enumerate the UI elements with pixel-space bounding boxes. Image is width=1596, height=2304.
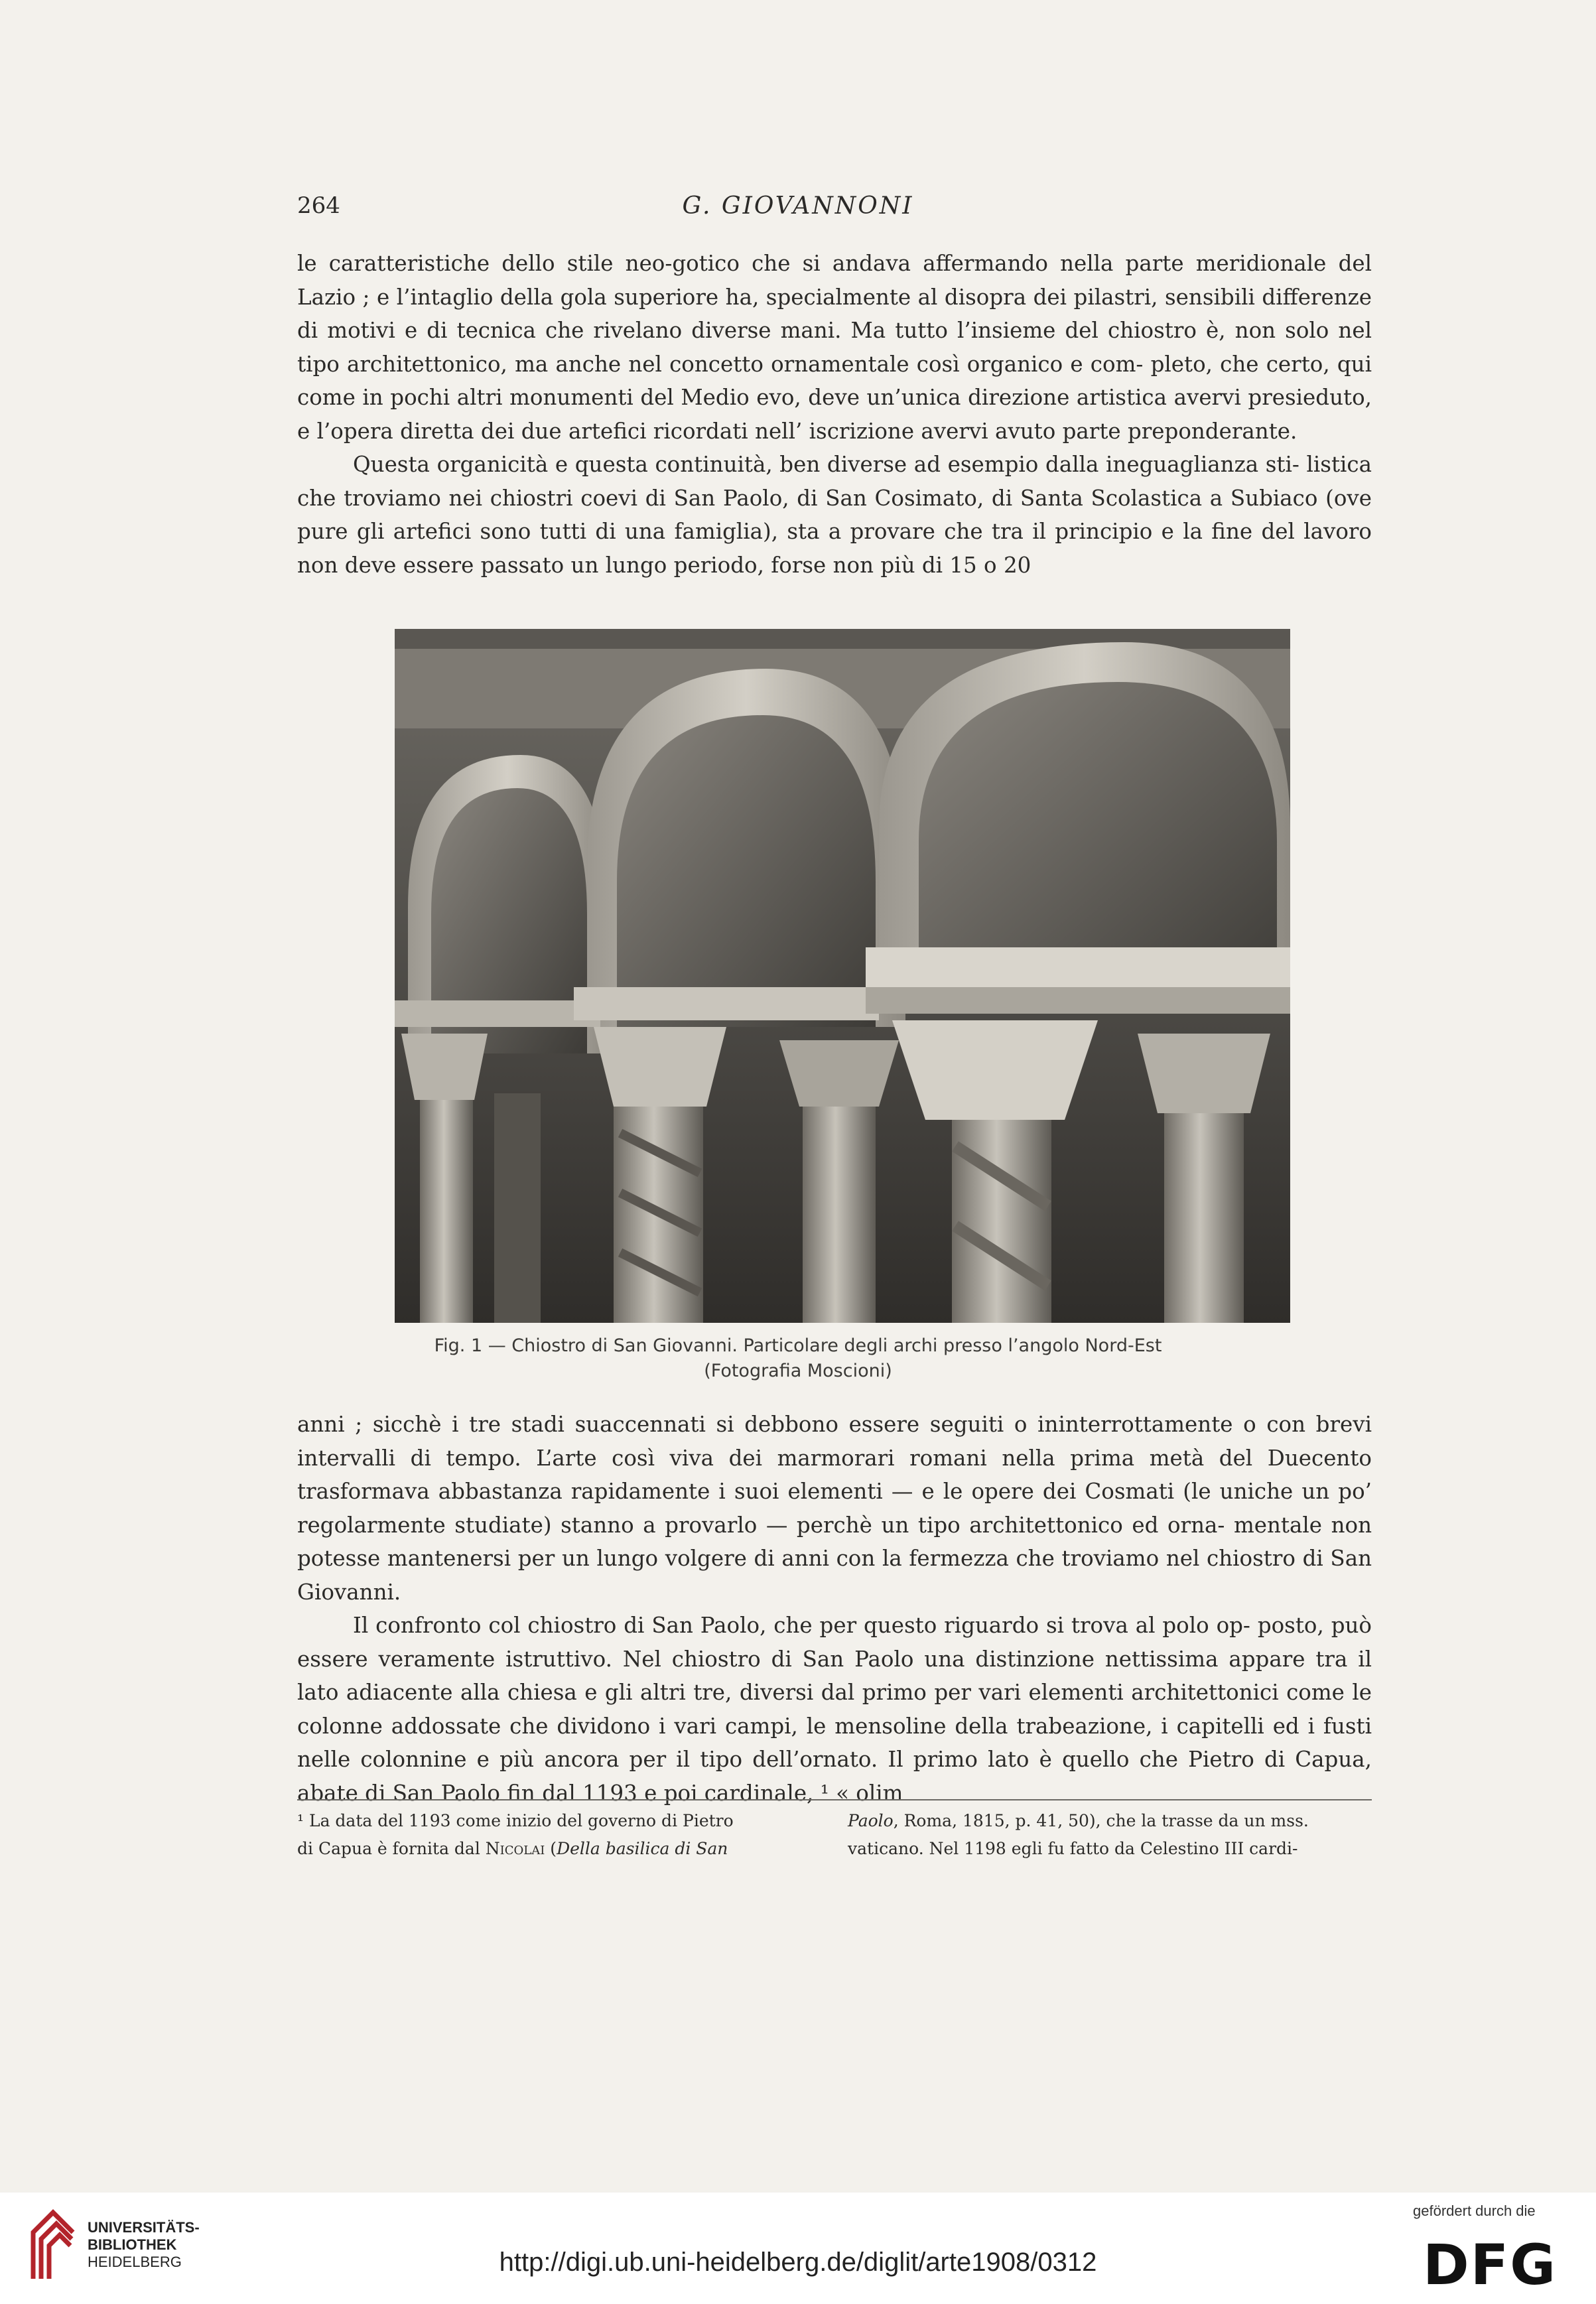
text-line: è, non solo nel tipo architettonico, ma anche nel concetto ornamentale così organico e com- [297, 318, 1372, 377]
text-line: differenze di motivi e di tecnica che rivelano diverse mani. Ma tutto l’insieme del chiostro [297, 284, 1372, 343]
footnote-line [848, 1807, 1372, 1835]
paragraph [297, 247, 1372, 448]
paragraph [297, 1609, 1372, 1810]
text-line: artistica avervi presieduto, e l’opera diretta dei due artefici ricordati nell’ iscrizione avervi [297, 385, 1372, 444]
text-line: a Subiaco (ove pure gli artefici sono tutti di una famiglia), sta a provare che tra il principio [297, 485, 1372, 544]
text-line: lato è quello che Pietro di Capua, abate di San Paolo fin dal 1193 e poi cardinale, ¹ « olim [297, 1747, 1372, 1806]
text-line: un po’ regolarmente studiate) stanno a provarlo — perchè un tipo architettonico ed orna- [297, 1479, 1372, 1538]
paragraph [297, 1408, 1372, 1609]
text-line: e la fine del lavoro non deve essere passato un lungo periodo, forse non più di 15 o 20 [297, 519, 1372, 578]
dfg-logo: DFG [1423, 2232, 1558, 2297]
library-name-line: UNIVERSITÄTS- [88, 2219, 200, 2236]
text-line: appare tra il lato adiacente alla chiesa e gli altri tre, diversi dal primo per vari elementi [297, 1646, 1372, 1705]
library-name-line: HEIDELBERG [88, 2254, 182, 2270]
footnote-text: di Capua è fornita dal [297, 1839, 486, 1858]
library-name-line: BIBLIOTHEK [88, 2236, 177, 2253]
book-title: Della basilica di San [557, 1839, 728, 1858]
text-line: avuto parte preponderante. [995, 418, 1297, 444]
footnote-column-left [297, 1807, 821, 1863]
text-line: le caratteristiche dello stile neo-gotico che si andava affermando nella parte meridionale [297, 251, 1339, 276]
text-line: intervalli di tempo. L’arte così viva dei marmorari romani nella prima metà del Duecento [297, 1445, 1372, 1471]
text-line: trasformava abbastanza rapidamente i suoi elementi — e le opere dei Cosmati (le uniche [297, 1479, 1302, 1504]
text-line: anni ; sicchè i tre stadi suaccennati si debbono essere seguiti o ininterrottamente o con brevi [297, 1412, 1372, 1437]
book-title: Paolo [848, 1811, 894, 1830]
body-text-bottom [297, 1408, 1372, 1810]
caption-line: Fig. 1 — Chiostro di San Giovanni. Particolare degli archi presso l’angolo Nord-Est [434, 1335, 1162, 1356]
page-number: 264 [297, 192, 340, 219]
footnote-line: vaticano. Nel 1198 egli fu fatto da Celestino III cardi- [848, 1839, 1298, 1858]
footnote-line: ¹ La data del 1193 come inizio del governo di Pietro [297, 1811, 734, 1830]
paragraph [297, 448, 1372, 582]
footnote [297, 1807, 1372, 1863]
running-title: G. GIOVANNONI [682, 192, 914, 220]
author-name: Nicolai [485, 1839, 545, 1858]
text-line: architettonici come le colonne addossate che dividono i vari campi, le mensoline della [297, 1680, 1372, 1739]
funding-label: gefördert durch die [1413, 2202, 1536, 2219]
text-line: mentale non potesse mantenersi per un lungo volgere di anni con la fermezza che troviamo [297, 1512, 1372, 1571]
caption-credit: (Fotografia Moscioni) [704, 1361, 892, 1381]
source-url-link[interactable]: http://digi.ub.uni-heidelberg.de/diglit/arte1908/0312 [499, 2248, 1097, 2277]
cloister-arches-photo [395, 629, 1290, 1323]
text-line: Questa organicità e questa continuità, ben diverse ad esempio dalla ineguaglianza sti- [353, 452, 1307, 477]
footnote-text: ( [545, 1839, 557, 1858]
text-line: Il confronto col chiostro di San Paolo, che per questo riguardo si trova al polo op- [353, 1613, 1258, 1638]
text-line: nel chiostro di San Giovanni. [297, 1546, 1372, 1605]
figure-caption [0, 1333, 1596, 1384]
text-line: posto, può essere veramente istruttivo. Nel chiostro di San Paolo una distinzione nettissima [297, 1613, 1372, 1672]
text-line: del Lazio ; e l’intaglio della gola superiore ha, specialmente al disopra dei pilastri, sensibili [297, 251, 1372, 310]
footnote-line [297, 1835, 821, 1863]
text-line: trabeazione, i capitelli ed i fusti nelle colonnine e più ancora per il tipo dell’ornato. Il primo [297, 1713, 1372, 1772]
text-line: listica che troviamo nei chiostri coevi di San Paolo, di San Cosimato, di Santa Scolastica [297, 452, 1372, 511]
footnote-column-right [848, 1807, 1372, 1863]
text-line: pleto, che certo, qui come in pochi altri monumenti del Medio evo, deve un’unica direzione [297, 351, 1372, 410]
footnote-text: , Roma, 1815, p. 41, 50), che la trasse da un mss. [893, 1811, 1309, 1830]
body-text-top [297, 247, 1372, 582]
footnote-divider [297, 1799, 1372, 1800]
